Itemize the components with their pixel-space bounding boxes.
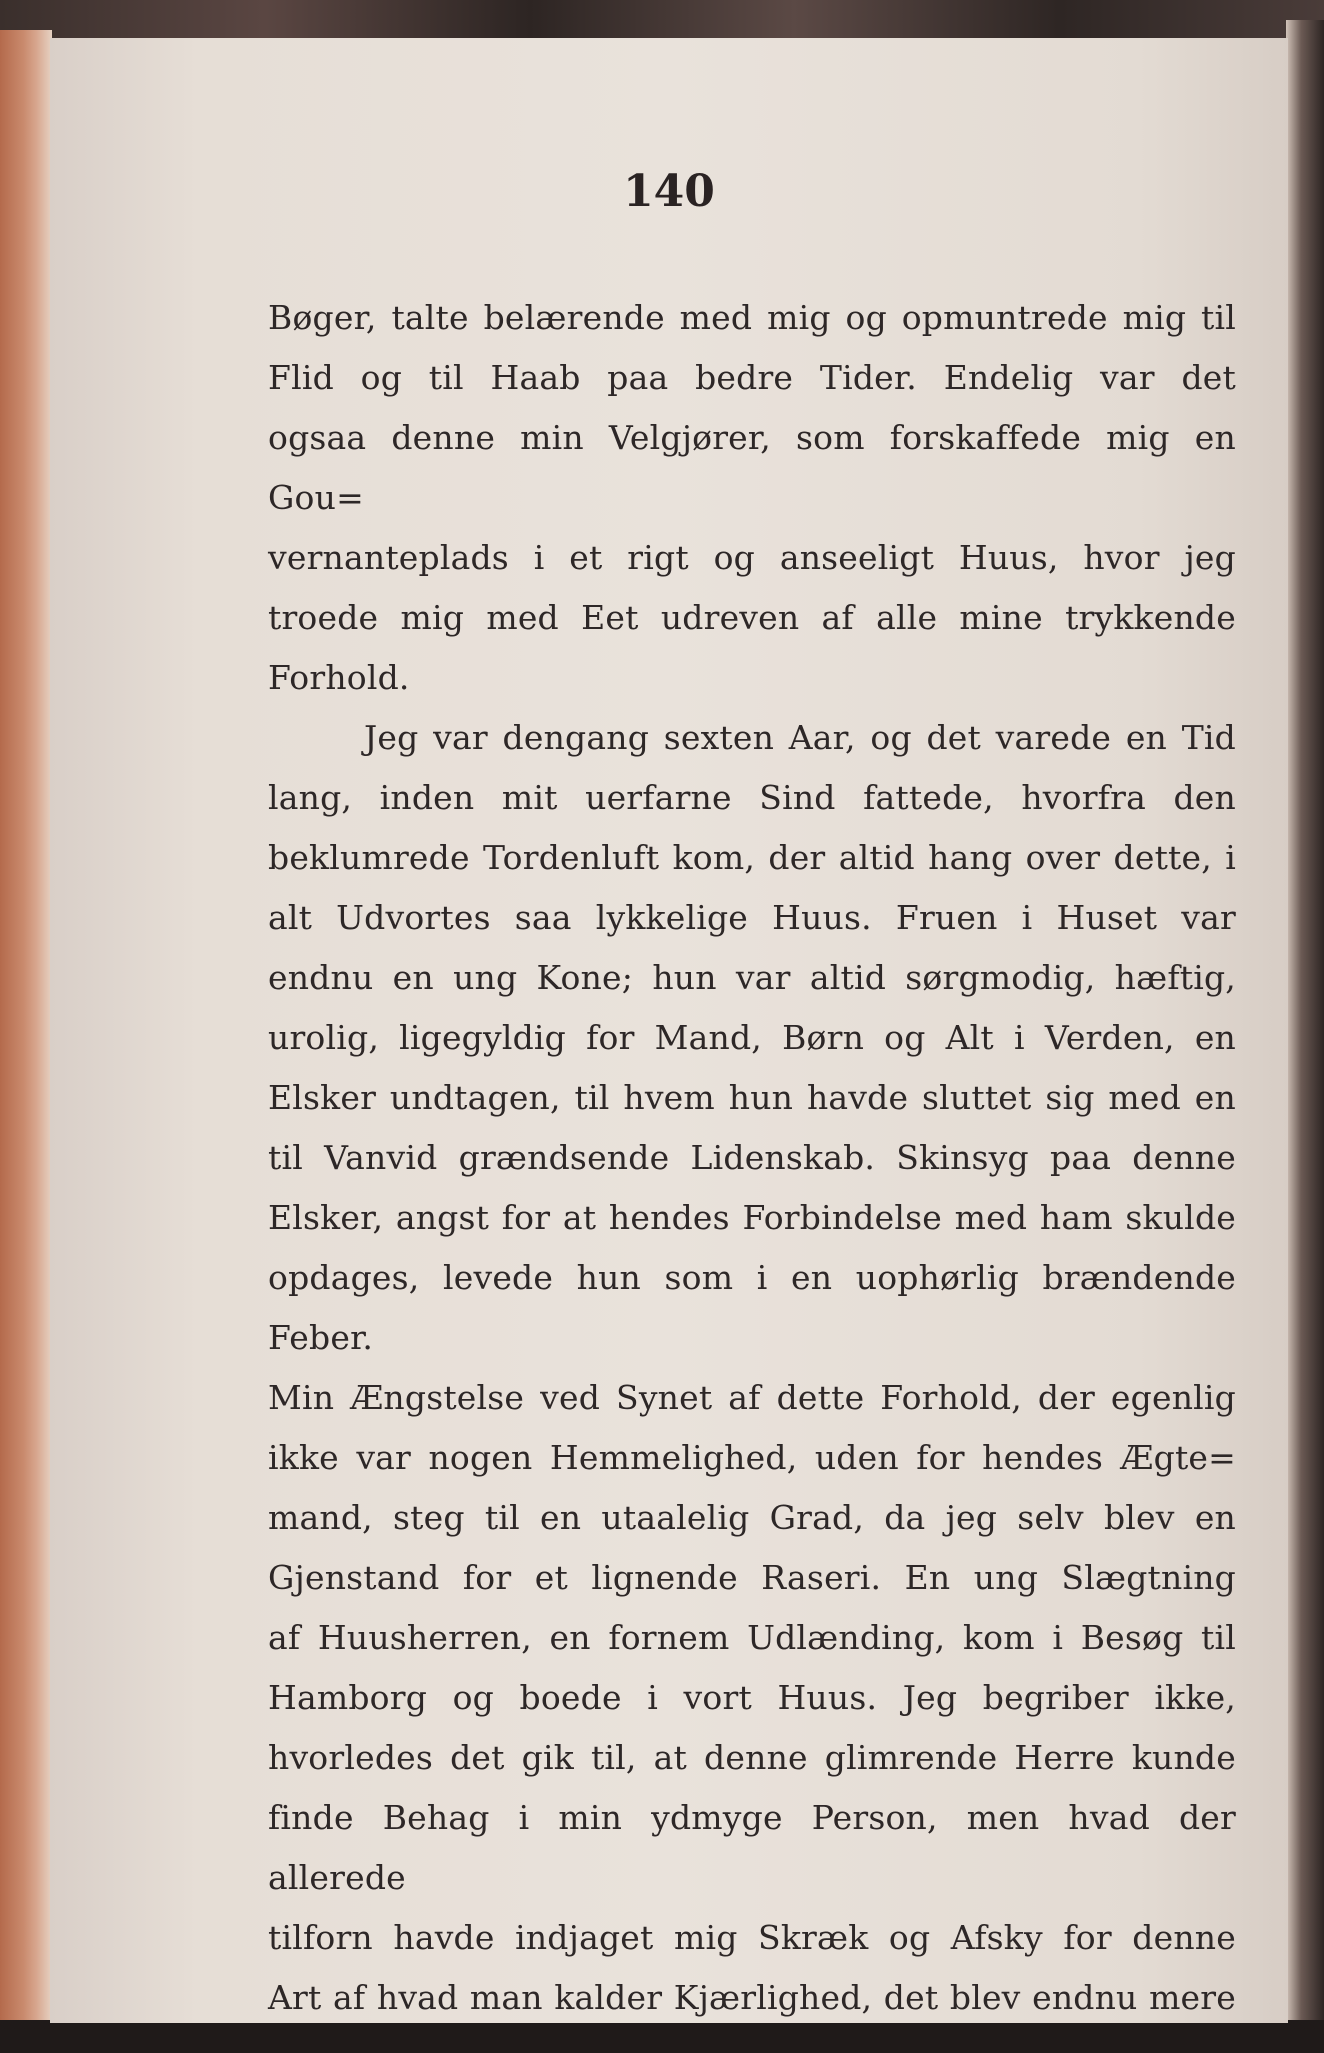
text-line: beklumrede Tordenluft kom, der altid hang over dette, i [268, 838, 1236, 877]
text-line: hvorledes det gik til, at denne glimrende Herre kunde [268, 1738, 1236, 1777]
text-line: Bøger, talte belærende med mig og opmuntrede mig til [268, 298, 1236, 337]
text-line: finde Behag i min ydmyge Person, men hvad der allerede [268, 1798, 1236, 1897]
paragraph-2 [268, 708, 1236, 2028]
book-top-edge [0, 0, 1324, 40]
text-line: mand, steg til en utaalelig Grad, da jeg selv blev en [268, 1498, 1236, 1537]
text-line: Flid og til Haab paa bedre Tider. Endelig var det [268, 358, 1236, 397]
paragraph-1 [268, 288, 1236, 708]
text-line: Elsker undtagen, til hvem hun havde sluttet sig med en [268, 1078, 1236, 1117]
text-line: vernanteplads i et rigt og anseeligt Huus, hvor jeg [268, 538, 1236, 577]
text-line: Jeg var dengang sexten Aar, og det varede en Tid [364, 718, 1236, 757]
page-body [268, 288, 1236, 2028]
text-line: Art af hvad man kalder Kjærlighed, det blev endnu mere [268, 1978, 1236, 2017]
text-line: til Vanvid grændsende Lidenskab. Skinsyg paa denne [268, 1138, 1236, 1177]
text-line: Min Ængstelse ved Synet af dette Forhold, der egenlig [268, 1378, 1236, 1417]
page-number: 140 [623, 166, 715, 217]
text-line: tilforn havde indjaget mig Skræk og Afsky for denne [268, 1918, 1236, 1957]
text-line: opdages, levede hun som i en uophørlig brændende Feber. [268, 1258, 1236, 1357]
text-line: af Huusherren, en fornem Udlænding, kom i Besøg til [268, 1618, 1236, 1657]
book-right-edge [1286, 20, 1324, 2025]
text-line: lang, inden mit uerfarne Sind fattede, hvorfra den [268, 778, 1236, 817]
text-line: Elsker, angst for at hendes Forbindelse med ham skulde [268, 1198, 1236, 1237]
text-line: urolig, ligegyldig for Mand, Børn og Alt i Verden, en [268, 1018, 1236, 1057]
text-line: Forhold. [268, 658, 410, 697]
book-page [50, 38, 1288, 2023]
text-line: Gjenstand for et lignende Raseri. En ung Slægtning [268, 1558, 1236, 1597]
text-line: Hamborg og boede i vort Huus. Jeg begriber ikke, [268, 1678, 1236, 1717]
text-line: troede mig med Eet udreven af alle mine trykkende [268, 598, 1236, 637]
text-line: ikke var nogen Hemmelighed, uden for hendes Ægte= [268, 1438, 1236, 1477]
text-line: ogsaa denne min Velgjører, som forskaffede mig en Gou= [268, 418, 1236, 517]
text-line: alt Udvortes saa lykkelige Huus. Fruen i Huset var [268, 898, 1236, 937]
text-line: endnu en ung Kone; hun var altid sørgmodig, hæftig, [268, 958, 1236, 997]
book-binding-edge [0, 30, 52, 2025]
